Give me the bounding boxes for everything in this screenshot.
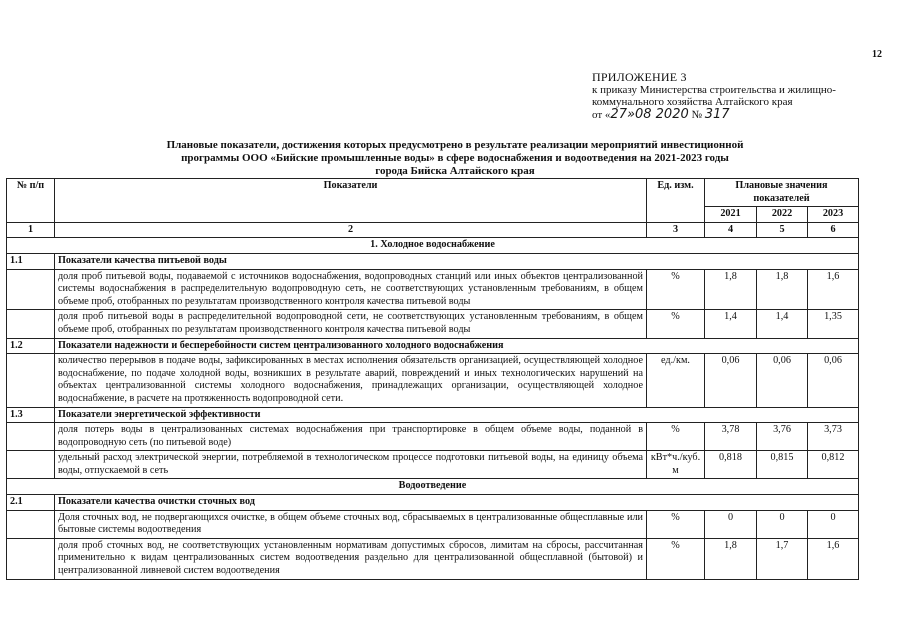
empty-cell	[7, 269, 55, 310]
value-2022: 0,06	[757, 354, 808, 407]
value-2021: 0,818	[705, 451, 757, 479]
table-header-row	[7, 179, 859, 207]
header-2021: 2021	[705, 207, 757, 223]
col-number: 3	[647, 222, 705, 238]
group-number: 1.3	[7, 407, 55, 423]
handwritten-number: 317	[704, 106, 730, 122]
table-row	[7, 538, 859, 579]
section-row	[7, 238, 859, 254]
unit-cell: %	[647, 423, 705, 451]
group-title: Показатели надежности и бесперебойности систем централизованного холодного водоснабжения	[55, 338, 859, 354]
section-title: Водоотведение	[7, 479, 859, 495]
header-2022: 2022	[757, 207, 808, 223]
col-number: 4	[705, 222, 757, 238]
indicator-text: удельный расход электрической энергии, потребляемой в технологическом процессе подготовки питьевой воды, на единицу объема воды, отпускаемой в сеть	[55, 451, 647, 479]
col-number: 6	[808, 222, 859, 238]
title-line-2: программы ООО «Бийские промышленные воды» в сфере водоснабжения и водоотведения на 2021-2023 годы	[181, 152, 729, 164]
value-2023: 1,35	[808, 310, 859, 338]
page-number: 12	[872, 49, 882, 60]
col-number: 2	[55, 222, 647, 238]
indicator-text: количество перерывов в подаче воды, зафиксированных в местах исполнения обязательств организацией, осуществляющей холодное водоснабжение, по подаче холодной воды, возникших в результате аварий, повреждений и иных технологических нарушений на объектах централизованной системы холодного водоснабжения, принадлежащих организации, осуществляющей холодное водоснабжение, в расчете на протяженность водопроводной сети.	[55, 354, 647, 407]
appendix-date-line	[592, 106, 892, 122]
value-2021: 0	[705, 510, 757, 538]
value-2022: 1,4	[757, 310, 808, 338]
column-number-row	[7, 222, 859, 238]
unit-cell: %	[647, 269, 705, 310]
value-2022: 0,815	[757, 451, 808, 479]
group-title: Показатели качества питьевой воды	[55, 253, 859, 269]
number-label: №	[691, 108, 702, 121]
value-2023: 0,06	[808, 354, 859, 407]
group-row	[7, 407, 859, 423]
value-2023: 1,6	[808, 269, 859, 310]
empty-cell	[7, 310, 55, 338]
title-line-3: города Бийска Алтайского края	[375, 165, 535, 177]
indicator-text: доля проб сточных вод, не соответствующих установленным нормативам допустимых сбросов, лимитам на сбросы, рассчитанная применительно к видам централизованных систем водоотведения раздельно для централизованной общесплавной (бытовой) и централизованной ливневой систем водоотведения	[55, 538, 647, 579]
value-2021: 0,06	[705, 354, 757, 407]
header-unit: Ед. изм.	[647, 179, 705, 223]
value-2021: 1,8	[705, 538, 757, 579]
title-line-1: Плановые показатели, достижения которых предусмотрено в результате реализации мероприятий инвестиционной	[166, 139, 744, 151]
appendix-line-2: к приказу Министерства строительства и жилищно-	[592, 83, 836, 96]
indicator-text: доля потерь воды в централизованных системах водоснабжения при транспортировке в общем объеме воды, поданной в водопроводную сеть (по питьевой воде)	[55, 423, 647, 451]
empty-cell	[7, 538, 55, 579]
value-2021: 1,8	[705, 269, 757, 310]
indicator-text: Доля сточных вод, не подвергающихся очистке, в общем объеме сточных вод, сбрасываемых в централизованные общесплавные или бытовые системы водоотведения	[55, 510, 647, 538]
value-2023: 3,73	[808, 423, 859, 451]
section-title: 1. Холодное водоснабжение	[7, 238, 859, 254]
value-2022: 3,76	[757, 423, 808, 451]
table-row	[7, 510, 859, 538]
value-2022: 1,7	[757, 538, 808, 579]
group-number: 1.1	[7, 253, 55, 269]
empty-cell	[7, 510, 55, 538]
header-2023: 2023	[808, 207, 859, 223]
section-row	[7, 479, 859, 495]
unit-cell: %	[647, 310, 705, 338]
empty-cell	[7, 451, 55, 479]
appendix-title: ПРИЛОЖЕНИЕ 3	[592, 70, 687, 84]
table-row	[7, 451, 859, 479]
group-number: 1.2	[7, 338, 55, 354]
group-row	[7, 253, 859, 269]
group-row	[7, 495, 859, 511]
table-row	[7, 423, 859, 451]
unit-cell: ед./км.	[647, 354, 705, 407]
document-title	[60, 139, 850, 178]
col-number: 5	[757, 222, 808, 238]
header-plan: Плановые значения показателей	[705, 179, 859, 207]
value-2022: 1,8	[757, 269, 808, 310]
value-2023: 1,6	[808, 538, 859, 579]
value-2023: 0	[808, 510, 859, 538]
value-2021: 3,78	[705, 423, 757, 451]
group-title: Показатели энергетической эффективности	[55, 407, 859, 423]
group-number: 2.1	[7, 495, 55, 511]
unit-cell: %	[647, 510, 705, 538]
table-row	[7, 354, 859, 407]
empty-cell	[7, 423, 55, 451]
value-2023: 0,812	[808, 451, 859, 479]
value-2021: 1,4	[705, 310, 757, 338]
group-title: Показатели качества очистки сточных вод	[55, 495, 859, 511]
value-2022: 0	[757, 510, 808, 538]
appendix-line-3: коммунального хозяйства Алтайского края	[592, 96, 793, 108]
table-row	[7, 269, 859, 310]
group-row	[7, 338, 859, 354]
table-row	[7, 310, 859, 338]
col-number: 1	[7, 222, 55, 238]
header-num: № п/п	[7, 179, 55, 223]
unit-cell: кВт*ч./куб. м	[647, 451, 705, 479]
empty-cell	[7, 354, 55, 407]
unit-cell: %	[647, 538, 705, 579]
appendix-block	[592, 71, 892, 121]
indicator-text: доля проб питьевой воды, подаваемой с источников водоснабжения, водопроводных станций или иных объектов централизованной системы водоснабжения в распределительную водопроводную сеть, не соответствующих установленным требованиям, в общем объеме проб, отобранных по результатам производственного контроля качества питьевой воды	[55, 269, 647, 310]
indicators-table	[6, 178, 859, 580]
header-indicator: Показатели	[55, 179, 647, 223]
appendix-date-prefix: от «	[592, 108, 611, 121]
handwritten-date: 27»08 2020	[610, 106, 689, 122]
indicator-text: доля проб питьевой воды в распределительной водопроводной сети, не соответствующих установленным требованиям, в общем объеме проб, отобранных по результатам производственного контроля качества питьевой воды	[55, 310, 647, 338]
